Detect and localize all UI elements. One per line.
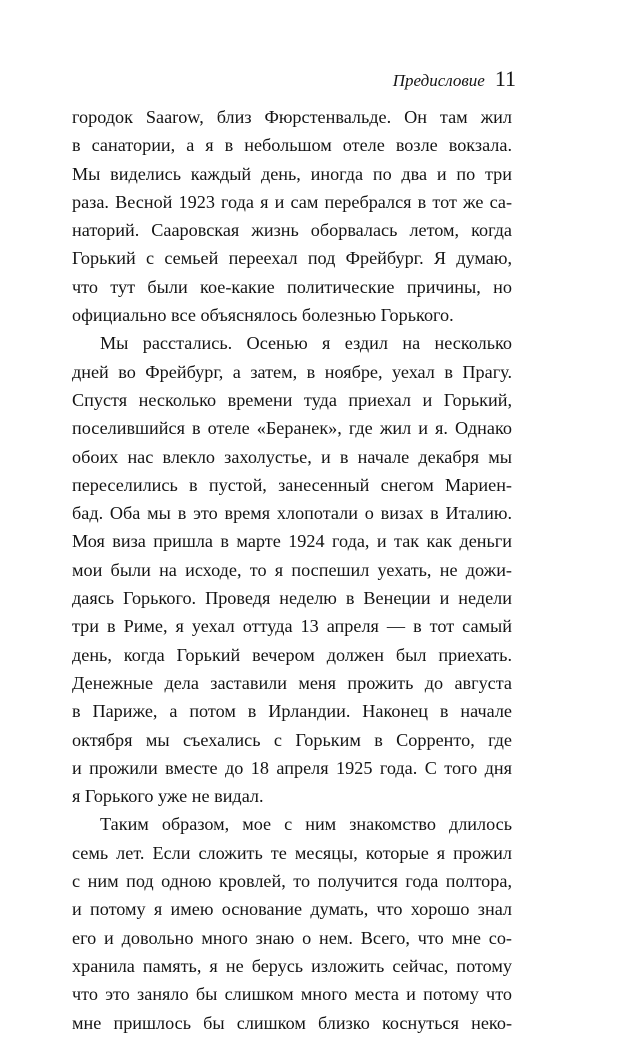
text-line: октября мы съехались с Горьким в Сорренто, где	[72, 729, 512, 750]
text-line: с ним под одною кровлей, то получится года полтора,	[72, 871, 512, 892]
text-line: мои были на исходе, то я поспешил уехать, не дожи-	[72, 559, 512, 580]
text-line: Моя виза пришла в марте 1924 года, и так как деньги	[72, 531, 512, 552]
text-line: раза. Весной 1923 года я и сам перебрался в тот же са-	[72, 191, 512, 212]
text-line: даясь Горького. Проведя неделю в Венеции и недели	[72, 588, 512, 609]
text-line: Мы виделись каждый день, иногда по два и по три	[72, 163, 512, 184]
text-line: Мы расстались. Осенью я ездил на несколько	[100, 333, 512, 354]
text-line: и прожили вместе до 18 апреля 1925 года. С того дня	[72, 757, 512, 778]
text-line: в Париже, а потом в Ирландии. Наконец в начале	[72, 701, 512, 722]
text-line: хранила память, я не берусь изложить сейчас, потому	[72, 955, 512, 976]
text-line: я Горького уже не видал.	[72, 786, 264, 807]
page-number: 11	[494, 66, 516, 91]
text-line: что тут были кое-какие политические причины, но	[72, 276, 512, 297]
text-line: его и довольно много знаю о нем. Всего, что мне со-	[72, 927, 512, 948]
text-line: семь лет. Если сложить те месяцы, которые я прожил	[72, 842, 512, 863]
text-line: что это заняло бы слишком много места и потому что	[72, 984, 512, 1005]
running-head	[393, 66, 516, 92]
text-line: мне пришлось бы слишком близко коснуться неко-	[72, 1012, 512, 1033]
text-line: дней во Фрейбург, а затем, в ноябре, уехал в Прагу.	[72, 361, 512, 382]
text-line: переселились в пустой, занесенный снегом Мариен-	[72, 474, 512, 495]
text-line: день, когда Горький вечером должен был приехать.	[72, 644, 512, 665]
text-line: наторий. Сааровская жизнь оборвалась летом, когда	[72, 220, 512, 241]
text-line: официально все объяснялось болезнью Горького.	[72, 305, 454, 326]
text-line: городок Saarow, близ Фюрстенвальде. Он там жил	[72, 107, 512, 127]
text-line: Горький с семьей переехал под Фрейбург. Я думаю,	[72, 248, 512, 269]
text-line: Денежные дела заставили меня прожить до августа	[72, 672, 512, 693]
text-line: обоих нас влекло захолустье, и в начале декабря мы	[72, 446, 512, 467]
body-text	[72, 103, 512, 1037]
text-line: и потому я имею основание думать, что хорошо знал	[72, 899, 512, 920]
text-line: поселившийся в отеле «Беранек», где жил и я. Однако	[72, 418, 512, 439]
section-title: Предисловие	[392, 71, 485, 90]
text-line: бад. Оба мы в это время хлопотали о визах в Италию.	[72, 503, 512, 524]
text-line: три в Риме, я уехал оттуда 13 апреля — в тот самый	[72, 616, 512, 637]
text-line: Таким образом, мое с ним знакомство длилось	[100, 814, 512, 835]
text-line: Спустя несколько времени туда приехал и Горький,	[72, 389, 512, 410]
text-line: в санатории, а я в небольшом отеле возле вокзала.	[72, 135, 512, 156]
